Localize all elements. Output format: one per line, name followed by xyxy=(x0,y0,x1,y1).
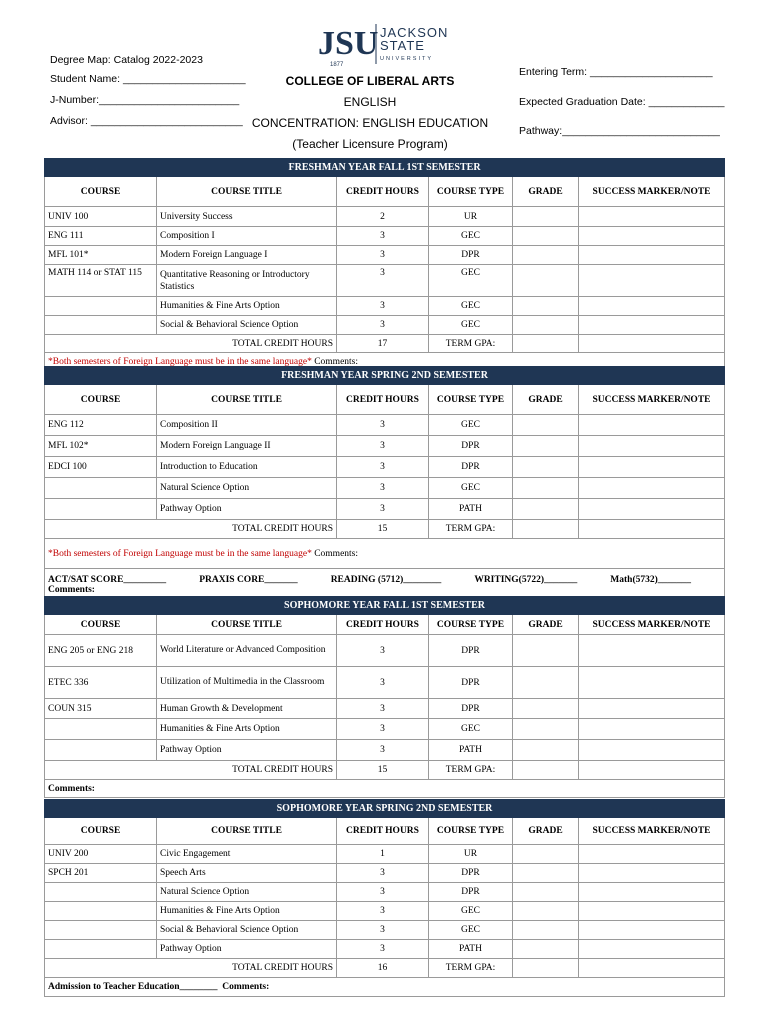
course-title: Social & Behavioral Science Option xyxy=(157,316,337,335)
grade-cell[interactable] xyxy=(513,436,579,457)
credit-hours: 3 xyxy=(337,921,429,940)
note-cell[interactable] xyxy=(579,436,725,457)
course-title: Natural Science Option xyxy=(157,883,337,902)
course-code xyxy=(45,940,157,959)
table-row xyxy=(45,227,725,246)
student-name-field[interactable]: Student Name: _____________________ xyxy=(50,73,246,85)
grade-cell[interactable] xyxy=(513,845,579,864)
course-title: Composition I xyxy=(157,227,337,246)
grade-cell[interactable] xyxy=(513,699,579,719)
note-cell[interactable] xyxy=(579,883,725,902)
course-title: Introduction to Education xyxy=(157,457,337,478)
term-gpa-label: TERM GPA: xyxy=(429,520,513,539)
col-note: SUCCESS MARKER/NOTE xyxy=(579,177,725,207)
page-header xyxy=(0,0,770,158)
col-grade: GRADE xyxy=(513,177,579,207)
credit-hours: 3 xyxy=(337,499,429,520)
course-code xyxy=(45,499,157,520)
admission-cell[interactable] xyxy=(45,978,725,997)
col-title: COURSE TITLE xyxy=(157,615,337,635)
term-gpa-cell[interactable] xyxy=(513,335,579,353)
course-title: Humanities & Fine Arts Option xyxy=(157,297,337,316)
col-course: COURSE xyxy=(45,177,157,207)
total-label: TOTAL CREDIT HOURS xyxy=(45,335,337,353)
credit-hours: 3 xyxy=(337,478,429,499)
total-row xyxy=(45,959,725,978)
course-title: University Success xyxy=(157,207,337,227)
grade-cell[interactable] xyxy=(513,227,579,246)
course-code: EDCI 100 xyxy=(45,457,157,478)
course-type: GEC xyxy=(429,415,513,436)
col-grade: GRADE xyxy=(513,385,579,415)
course-title: Speech Arts xyxy=(157,864,337,883)
table-row xyxy=(45,499,725,520)
freshman-fall-section xyxy=(44,158,724,371)
total-note-cell xyxy=(579,761,725,780)
term-gpa-cell[interactable] xyxy=(513,959,579,978)
grade-cell[interactable] xyxy=(513,864,579,883)
course-code xyxy=(45,478,157,499)
course-code: ENG 111 xyxy=(45,227,157,246)
note-cell[interactable] xyxy=(579,316,725,335)
credit-hours: 3 xyxy=(337,457,429,478)
comments-row xyxy=(45,539,725,569)
credit-hours: 3 xyxy=(337,864,429,883)
table-row xyxy=(45,719,725,740)
total-row xyxy=(45,520,725,539)
col-credits: CREDIT HOURS xyxy=(337,177,429,207)
credit-hours: 3 xyxy=(337,436,429,457)
comments-label: Comments: xyxy=(314,548,359,559)
course-type: DPR xyxy=(429,699,513,719)
degree-map-label: Degree Map: Catalog 2022-2023 xyxy=(50,54,203,66)
col-title: COURSE TITLE xyxy=(157,818,337,845)
col-note: SUCCESS MARKER/NOTE xyxy=(579,385,725,415)
col-course: COURSE xyxy=(45,818,157,845)
course-type: DPR xyxy=(429,635,513,667)
table-row xyxy=(45,902,725,921)
note-cell[interactable] xyxy=(579,902,725,921)
admission-row xyxy=(45,978,725,997)
grade-cell[interactable] xyxy=(513,415,579,436)
semester-band: SOPHOMORE YEAR FALL 1ST SEMESTER xyxy=(45,597,725,615)
col-title: COURSE TITLE xyxy=(157,385,337,415)
table-row xyxy=(45,436,725,457)
note-cell[interactable] xyxy=(579,667,725,699)
col-course: COURSE xyxy=(45,615,157,635)
course-type: DPR xyxy=(429,436,513,457)
total-note-cell xyxy=(579,520,725,539)
grade-cell[interactable] xyxy=(513,883,579,902)
admission-label[interactable]: Admission to Teacher Education________ xyxy=(48,982,218,992)
col-type: COURSE TYPE xyxy=(429,177,513,207)
course-title: Pathway Option xyxy=(157,499,337,520)
course-code xyxy=(45,883,157,902)
semester-band: FRESHMAN YEAR FALL 1ST SEMESTER xyxy=(45,159,725,177)
credit-hours: 3 xyxy=(337,297,429,316)
course-code: UNIV 200 xyxy=(45,845,157,864)
grade-cell[interactable] xyxy=(513,667,579,699)
course-type: UR xyxy=(429,845,513,864)
total-label: TOTAL CREDIT HOURS xyxy=(45,761,337,780)
total-credits: 15 xyxy=(337,761,429,780)
course-code xyxy=(45,921,157,940)
col-grade: GRADE xyxy=(513,615,579,635)
note-cell[interactable] xyxy=(579,699,725,719)
course-title: Composition II xyxy=(157,415,337,436)
course-code: SPCH 201 xyxy=(45,864,157,883)
course-title: World Literature or Advanced Composition xyxy=(157,635,337,667)
credit-hours: 3 xyxy=(337,227,429,246)
note-cell[interactable] xyxy=(579,499,725,520)
total-label: TOTAL CREDIT HOURS xyxy=(45,520,337,539)
total-note-cell xyxy=(579,335,725,353)
comments-cell[interactable] xyxy=(45,539,725,569)
foreign-language-note: *Both semesters of Foreign Language must be in the same language* xyxy=(48,548,312,559)
course-type: DPR xyxy=(429,246,513,265)
logo-line3: UNIVERSITY xyxy=(380,56,434,62)
table-row xyxy=(45,940,725,959)
table-row xyxy=(45,297,725,316)
note-cell[interactable] xyxy=(579,297,725,316)
praxis-math[interactable]: Math(5732)_______ xyxy=(610,574,692,585)
course-type: PATH xyxy=(429,499,513,520)
total-credits: 17 xyxy=(337,335,429,353)
praxis-comments-label: Comments: xyxy=(48,584,95,595)
university-logo xyxy=(316,20,456,70)
col-type: COURSE TYPE xyxy=(429,818,513,845)
comments-cell[interactable] xyxy=(45,780,725,798)
table-row xyxy=(45,478,725,499)
grade-cell[interactable] xyxy=(513,719,579,740)
total-label: TOTAL CREDIT HOURS xyxy=(45,959,337,978)
credit-hours: 3 xyxy=(337,635,429,667)
total-row xyxy=(45,335,725,353)
course-type: DPR xyxy=(429,457,513,478)
note-cell[interactable] xyxy=(579,740,725,761)
col-type: COURSE TYPE xyxy=(429,615,513,635)
praxis-writing[interactable]: WRITING(5722)_______ xyxy=(474,574,578,585)
semester-band: SOPHOMORE YEAR SPRING 2ND SEMESTER xyxy=(45,800,725,818)
freshman-spring-section xyxy=(44,366,724,601)
course-type: DPR xyxy=(429,864,513,883)
table-row xyxy=(45,667,725,699)
note-cell[interactable] xyxy=(579,864,725,883)
act-sat-score[interactable]: ACT/SAT SCORE_________ xyxy=(48,574,167,585)
term-gpa-cell[interactable] xyxy=(513,520,579,539)
praxis-core[interactable]: PRAXIS CORE_______ xyxy=(199,574,298,585)
credit-hours: 3 xyxy=(337,246,429,265)
course-type: GEC xyxy=(429,227,513,246)
total-credits: 16 xyxy=(337,959,429,978)
expected-graduation-field[interactable]: Expected Graduation Date: _____________ xyxy=(519,96,725,108)
credit-hours: 1 xyxy=(337,845,429,864)
course-title: Social & Behavioral Science Option xyxy=(157,921,337,940)
note-cell[interactable] xyxy=(579,940,725,959)
course-title: Humanities & Fine Arts Option xyxy=(157,902,337,921)
concentration-name: CONCENTRATION: ENGLISH EDUCATION xyxy=(251,116,489,130)
total-note-cell xyxy=(579,959,725,978)
course-code xyxy=(45,719,157,740)
sophomore-spring-section xyxy=(44,799,724,997)
note-cell[interactable] xyxy=(579,265,725,297)
course-code: COUN 315 xyxy=(45,699,157,719)
credit-hours: 2 xyxy=(337,207,429,227)
course-type: GEC xyxy=(429,719,513,740)
grade-cell[interactable] xyxy=(513,902,579,921)
program-name: (Teacher Licensure Program) xyxy=(292,137,448,151)
col-type: COURSE TYPE xyxy=(429,385,513,415)
course-type: GEC xyxy=(429,297,513,316)
col-title: COURSE TITLE xyxy=(157,177,337,207)
advisor-field[interactable]: Advisor: __________________________ xyxy=(50,115,243,127)
course-type: GEC xyxy=(429,921,513,940)
table-row xyxy=(45,207,725,227)
grade-cell[interactable] xyxy=(513,246,579,265)
note-cell[interactable] xyxy=(579,635,725,667)
course-code xyxy=(45,740,157,761)
col-credits: CREDIT HOURS xyxy=(337,818,429,845)
note-cell[interactable] xyxy=(579,845,725,864)
course-type: GEC xyxy=(429,478,513,499)
grade-cell[interactable] xyxy=(513,478,579,499)
term-gpa-label: TERM GPA: xyxy=(429,761,513,780)
course-code: MATH 114 or STAT 115 xyxy=(45,265,157,297)
total-row xyxy=(45,761,725,780)
table-row xyxy=(45,699,725,719)
course-title: Modern Foreign Language I xyxy=(157,246,337,265)
col-note: SUCCESS MARKER/NOTE xyxy=(579,818,725,845)
course-title: Modern Foreign Language II xyxy=(157,436,337,457)
course-title: Pathway Option xyxy=(157,940,337,959)
course-title: Quantitative Reasoning or Introductory Statistics xyxy=(157,265,337,297)
course-code: MFL 101* xyxy=(45,246,157,265)
note-cell[interactable] xyxy=(579,227,725,246)
grade-cell[interactable] xyxy=(513,940,579,959)
semester-band: FRESHMAN YEAR SPRING 2ND SEMESTER xyxy=(45,367,725,385)
table-row xyxy=(45,921,725,940)
comments-label: Comments: xyxy=(222,982,270,992)
col-course: COURSE xyxy=(45,385,157,415)
note-cell[interactable] xyxy=(579,457,725,478)
course-title: Pathway Option xyxy=(157,740,337,761)
comments-label: Comments: xyxy=(314,356,359,367)
course-type: DPR xyxy=(429,667,513,699)
note-cell[interactable] xyxy=(579,921,725,940)
col-grade: GRADE xyxy=(513,818,579,845)
course-type: GEC xyxy=(429,902,513,921)
grade-cell[interactable] xyxy=(513,297,579,316)
course-code: UNIV 100 xyxy=(45,207,157,227)
credit-hours: 3 xyxy=(337,883,429,902)
table-row xyxy=(45,635,725,667)
grade-cell[interactable] xyxy=(513,207,579,227)
table-row xyxy=(45,316,725,335)
college-name: COLLEGE OF LIBERAL ARTS xyxy=(285,74,455,88)
major-name: ENGLISH xyxy=(343,95,397,109)
course-title: Civic Engagement xyxy=(157,845,337,864)
credit-hours: 3 xyxy=(337,902,429,921)
course-code: ENG 205 or ENG 218 xyxy=(45,635,157,667)
table-row xyxy=(45,415,725,436)
comments-row xyxy=(45,780,725,798)
term-gpa-label: TERM GPA: xyxy=(429,959,513,978)
credit-hours: 3 xyxy=(337,265,429,297)
term-gpa-cell[interactable] xyxy=(513,761,579,780)
course-type: GEC xyxy=(429,265,513,297)
credit-hours: 3 xyxy=(337,740,429,761)
course-type: DPR xyxy=(429,883,513,902)
grade-cell[interactable] xyxy=(513,921,579,940)
j-number-field[interactable]: J-Number:________________________ xyxy=(50,94,240,106)
grade-cell[interactable] xyxy=(513,316,579,335)
table-row xyxy=(45,457,725,478)
col-credits: CREDIT HOURS xyxy=(337,385,429,415)
credit-hours: 3 xyxy=(337,415,429,436)
entering-term-field[interactable]: Entering Term: _____________________ xyxy=(519,66,713,78)
course-title: Humanities & Fine Arts Option xyxy=(157,719,337,740)
note-cell[interactable] xyxy=(579,246,725,265)
course-code xyxy=(45,316,157,335)
table-row xyxy=(45,864,725,883)
grade-cell[interactable] xyxy=(513,499,579,520)
course-type: PATH xyxy=(429,740,513,761)
course-title: Human Growth & Development xyxy=(157,699,337,719)
credit-hours: 3 xyxy=(337,316,429,335)
table-row xyxy=(45,740,725,761)
col-credits: CREDIT HOURS xyxy=(337,615,429,635)
course-code xyxy=(45,297,157,316)
grade-cell[interactable] xyxy=(513,635,579,667)
praxis-reading[interactable]: READING (5712)________ xyxy=(330,574,442,585)
note-cell[interactable] xyxy=(579,719,725,740)
pathway-field[interactable]: Pathway:___________________________ xyxy=(519,125,720,137)
credit-hours: 3 xyxy=(337,940,429,959)
table-row xyxy=(45,265,725,297)
course-title: Utilization of Multimedia in the Classroom xyxy=(157,667,337,699)
course-type: PATH xyxy=(429,940,513,959)
credit-hours: 3 xyxy=(337,719,429,740)
foreign-language-note: *Both semesters of Foreign Language must be in the same language* xyxy=(48,356,312,367)
course-type: GEC xyxy=(429,316,513,335)
total-credits: 15 xyxy=(337,520,429,539)
course-title: Natural Science Option xyxy=(157,478,337,499)
table-row xyxy=(45,883,725,902)
course-type: UR xyxy=(429,207,513,227)
note-cell[interactable] xyxy=(579,478,725,499)
credit-hours: 3 xyxy=(337,699,429,719)
credit-hours: 3 xyxy=(337,667,429,699)
grade-cell[interactable] xyxy=(513,457,579,478)
logo-line1: JACKSON xyxy=(380,25,449,40)
logo-monogram: JSU xyxy=(318,25,379,62)
course-code: ENG 112 xyxy=(45,415,157,436)
comments-label: Comments: xyxy=(48,783,95,794)
grade-cell[interactable] xyxy=(513,740,579,761)
course-code: MFL 102* xyxy=(45,436,157,457)
term-gpa-label: TERM GPA: xyxy=(429,335,513,353)
course-code: ETEC 336 xyxy=(45,667,157,699)
table-row xyxy=(45,845,725,864)
col-note: SUCCESS MARKER/NOTE xyxy=(579,615,725,635)
table-row xyxy=(45,246,725,265)
sophomore-fall-section xyxy=(44,596,724,798)
course-code xyxy=(45,902,157,921)
note-cell[interactable] xyxy=(579,207,725,227)
logo-line2: STATE xyxy=(380,38,425,53)
grade-cell[interactable] xyxy=(513,265,579,297)
note-cell[interactable] xyxy=(579,415,725,436)
logo-year: 1877 xyxy=(330,62,344,68)
